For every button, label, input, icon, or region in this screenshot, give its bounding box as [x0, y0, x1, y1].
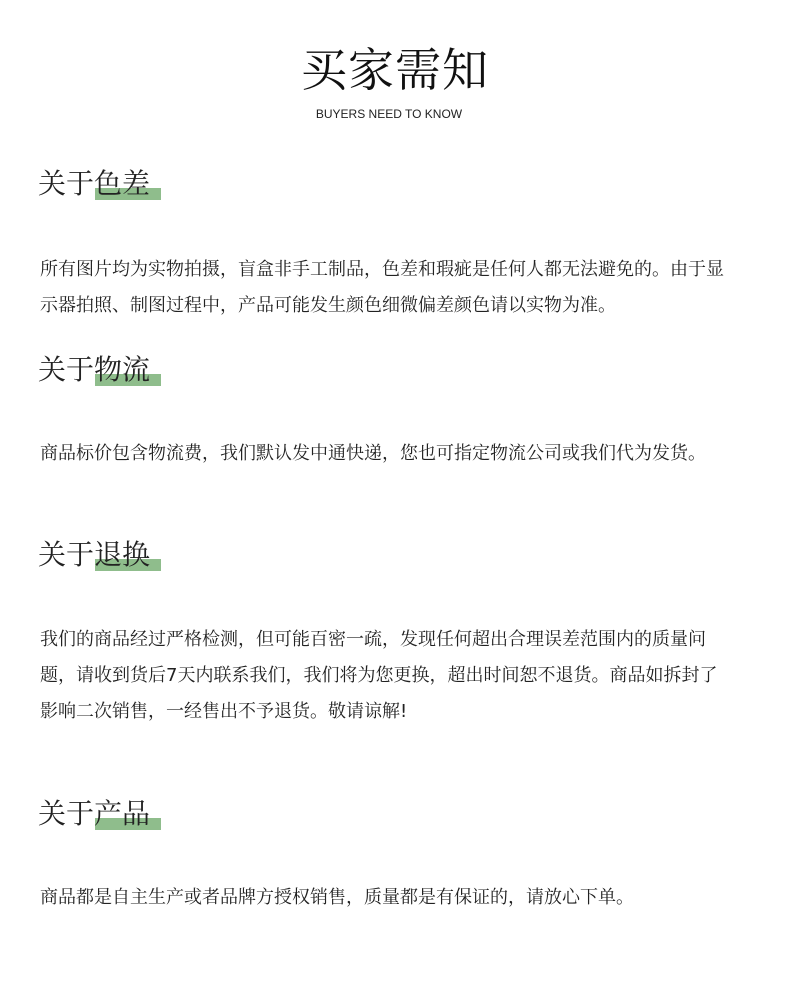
section-heading-color-difference: [38, 166, 238, 206]
section-body-product: 商品都是自主生产或者品牌方授权销售，质量都是有保证的，请放心下单。: [40, 887, 634, 908]
section-body-color-difference: 所有图片均为实物拍摄，盲盒非手工制品，色差和瑕疵是任何人都无法避免的。由于显示器拍照、制图过程中，产品可能发生颜色细微偏差颜色请以实物为准。: [40, 259, 724, 316]
section-body-returns: 我们的商品经过严格检测，但可能百密一疏，发现任何超出合理误差范围内的质量问题，请收到货后7天内联系我们，我们将为您更换，超出时间恕不退货。商品如拆封了影响二次销售，一经售出不予退货。敬请谅解!: [40, 629, 718, 722]
section-heading-text: 关于色差: [38, 167, 151, 200]
section-heading-logistics: [38, 352, 238, 392]
section-heading-returns: [38, 537, 238, 577]
section-heading-product: [38, 796, 238, 836]
page-title: 买家需知: [301, 43, 489, 97]
page-subtitle: BUYERS NEED TO KNOW: [315, 107, 463, 121]
section-heading-text: 关于产品: [38, 797, 151, 830]
section-body-logistics: 商品标价包含物流费，我们默认发中通快递，您也可指定物流公司或我们代为发货。: [40, 443, 706, 464]
section-heading-text: 关于退换: [38, 538, 151, 571]
section-heading-text: 关于物流: [38, 353, 151, 386]
